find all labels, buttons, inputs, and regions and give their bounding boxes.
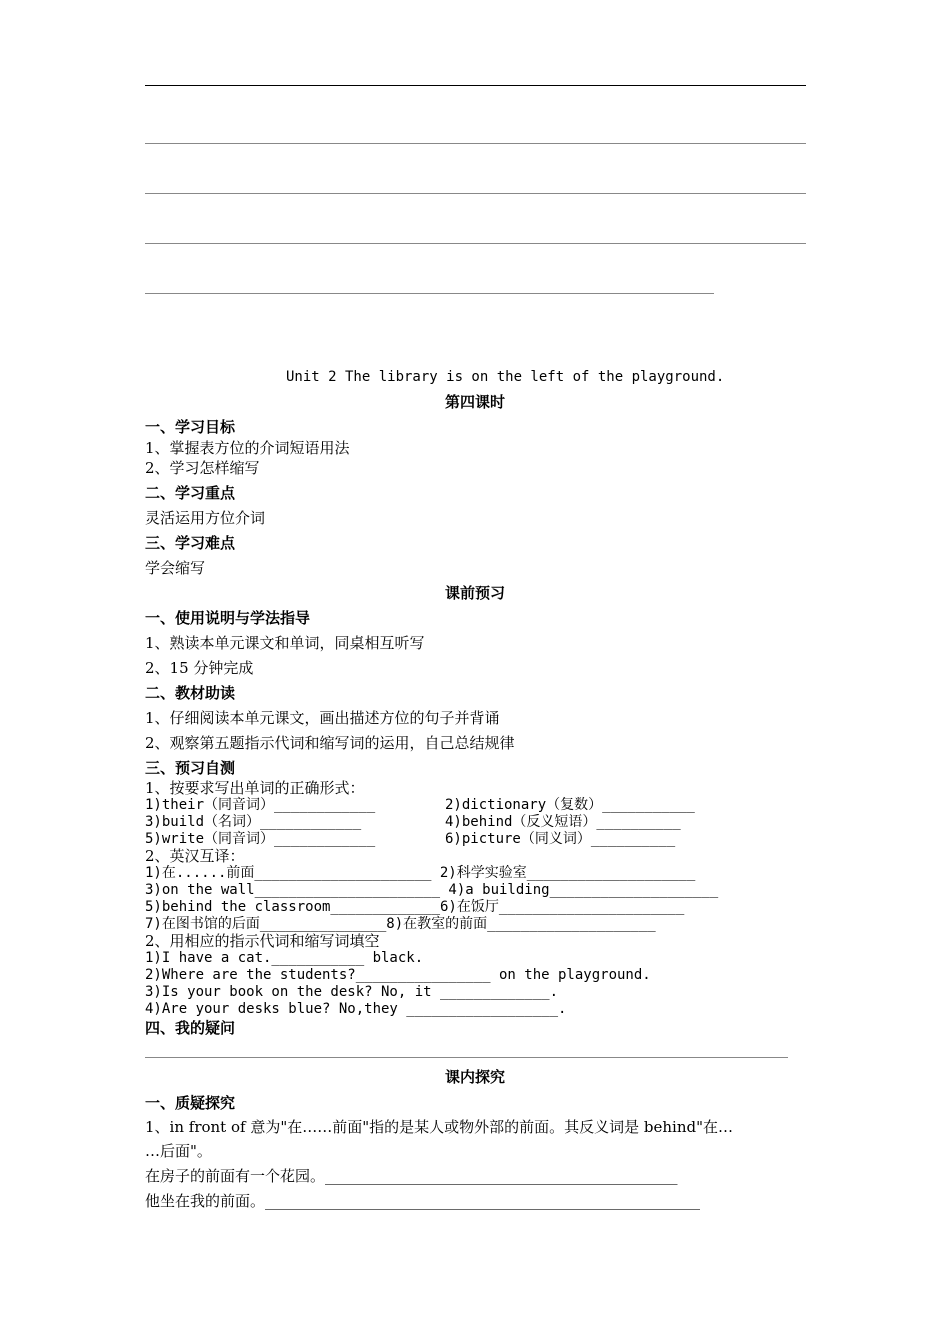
fill-item: 1)I have a cat.___________ black. [145, 950, 424, 966]
fill-item: 3)Is your book on the desk? No, it _____________. [145, 984, 559, 1000]
section-heading: 二、学习重点 [145, 484, 236, 502]
instruction-item: 1、仔细阅读本单元课文，画出描述方位的句子并背诵 [145, 709, 500, 727]
question-title: 1、按要求写出单词的正确形式： [145, 779, 365, 797]
explanation-text: …后面"。 [145, 1142, 212, 1160]
preview-heading: 课前预习 [444, 584, 505, 602]
section-heading: 一、学习目标 [145, 418, 236, 436]
answer-line [145, 143, 806, 144]
section-heading: 三、预习自测 [145, 759, 236, 777]
goal-item: 1、掌握表方位的介词短语用法 [145, 439, 350, 457]
instruction-item: 2、观察第五题指示代词和缩写词的运用，自己总结规律 [145, 734, 515, 752]
exercise-item: 5)write（同音词）____________ [145, 831, 376, 847]
question-title: 2、用相应的指示代词和缩写词填空 [145, 932, 380, 950]
translation-item: 5)behind the classroom_____________6)在饭厅______________________ [145, 899, 685, 915]
translation-item: 1)在......前面_____________________ 2)科学实验室____________________ [145, 865, 696, 881]
fill-item: 4)Are your desks blue? No,they __________________. [145, 1001, 567, 1017]
translation-item: 3)on the wall______________________ 4)a building____________________ [145, 882, 719, 898]
example-item: 他坐在我的前面。__________________________________________________________ [145, 1192, 701, 1210]
section-heading: 三、学习难点 [145, 534, 236, 552]
explanation-text: 1、in front of 意为"在……前面"指的是某人或物外部的前面。其反义词是 behind"在… [145, 1118, 733, 1136]
answer-line [145, 293, 714, 294]
section-heading: 一、使用说明与学法指导 [145, 609, 311, 627]
exercise-item: 6)picture（同义词）__________ [445, 831, 676, 847]
difficulty-text: 学会缩写 [145, 559, 206, 577]
example-item: 在房子的前面有一个花园。_______________________________________________ [145, 1167, 678, 1185]
section-heading: 四、我的疑问 [145, 1019, 236, 1037]
explore-heading: 课内探究 [444, 1068, 505, 1086]
instruction-item: 2、15 分钟完成 [145, 659, 254, 677]
focus-text: 灵活运用方位介词 [145, 509, 266, 527]
answer-line [145, 193, 806, 194]
fill-item: 2)Where are the students?________________ on the playground. [145, 967, 651, 983]
exercise-item: 1)their（同音词）____________ [145, 797, 376, 813]
answer-line [145, 243, 806, 244]
section-heading: 一、质疑探究 [145, 1094, 236, 1112]
exercise-item: 4)behind（反义短语）__________ [445, 814, 681, 830]
top-solid-rule [145, 85, 806, 86]
section-heading: 二、教材助读 [145, 684, 236, 702]
unit-title: Unit 2 The library is on the left of the playground. [286, 369, 725, 385]
lesson-title: 第四课时 [444, 393, 505, 411]
question-title: 2、英汉互译： [145, 847, 245, 865]
exercise-item: 2)dictionary（复数）___________ [445, 797, 695, 813]
exercise-item: 3)build（名词）____________ [145, 814, 362, 830]
question-line [145, 1057, 788, 1058]
goal-item: 2、学习怎样缩写 [145, 459, 260, 477]
instruction-item: 1、熟读本单元课文和单词，同桌相互听写 [145, 634, 425, 652]
translation-item: 7)在图书馆的后面_______________8)在教室的前面____________________ [145, 916, 656, 932]
